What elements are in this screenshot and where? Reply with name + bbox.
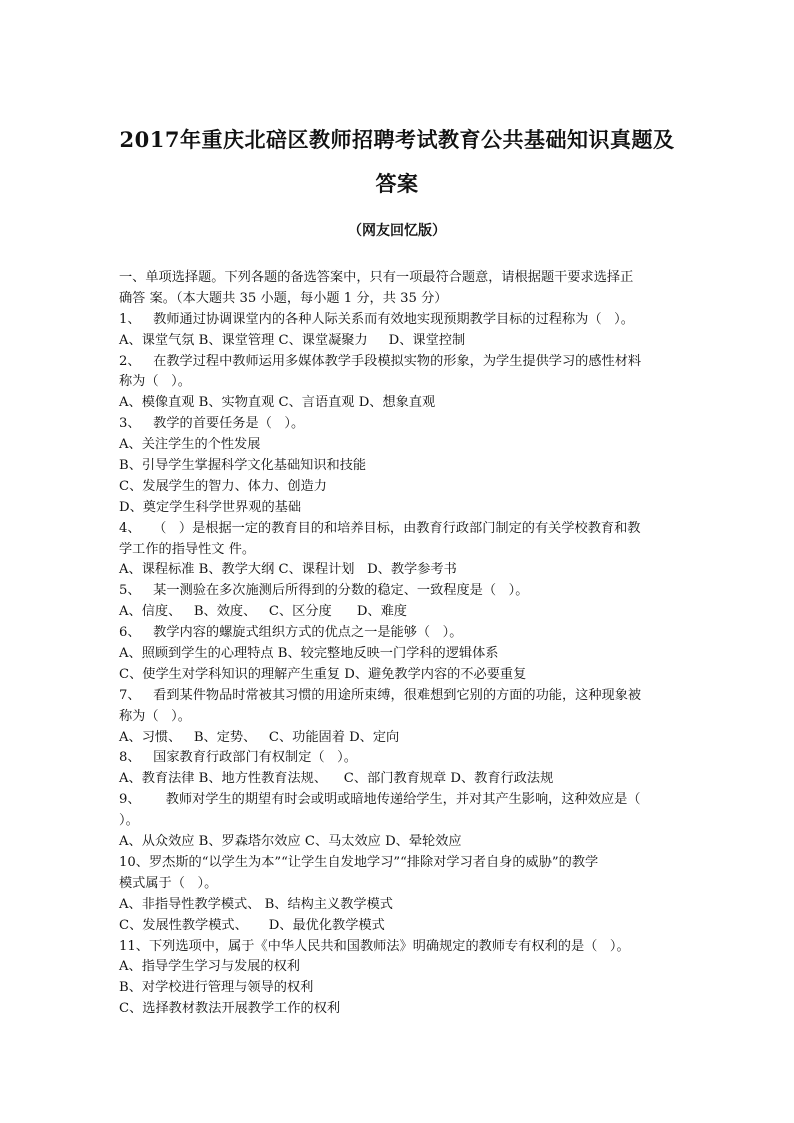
text-line: A、照顾到学生的心理特点 B、较完整地反映一门学科的逻辑体系	[119, 646, 499, 662]
text-line: 9、 教师对学生的期望有时会或明或暗地传递给学生，并对其产生影响，这种效应是（	[119, 792, 641, 808]
document-body	[119, 268, 679, 1020]
text-line: D、奠定学生科学世界观的基础	[119, 499, 302, 515]
text-line: C、发展学生的智力、体力、创造力	[119, 478, 327, 494]
text-line: 确答 案。（本大题共 35 小题，每小题 1 分，共 35 分）	[119, 290, 448, 306]
text-line: 模式属于（ ）。	[119, 875, 218, 891]
text-line: B、引导学生掌握科学文化基础知识和技能	[119, 458, 367, 474]
text-line: 1、 教师通过协调课堂内的各种人际关系而有效地实现预期教学目标的过程称为（ ）。	[119, 311, 634, 327]
text-line: 学工作的指导性文 件。	[119, 541, 256, 557]
text-line: 11、下列选项中，属于《中华人民共和国教师法》明确规定的教师专有权利的是（ ）。	[119, 938, 630, 954]
text-line: 4、 （ ）是根据一定的教育目的和培养目标，由教育行政部门制定的有关学校教育和教	[119, 520, 641, 536]
text-line: 称为（ ）。	[119, 708, 191, 724]
text-line: 5、 某一测验在多次施测后所得到的分数的稳定、一致程度是（ ）。	[119, 583, 529, 599]
text-line: C、使学生对学科知识的理解产生重复 D、避免教学内容的不必要重复	[119, 666, 527, 682]
text-line: A、从众效应 B、罗森塔尔效应 C、马太效应 D、晕轮效应	[119, 834, 462, 850]
text-line: 3、 教学的首要任务是（ ）。	[119, 416, 305, 432]
text-line: 2、 在教学过程中教师运用多媒体教学手段模拟实物的形象，为学生提供学习的感性材料	[119, 353, 642, 369]
text-line: 称为（ ）。	[119, 374, 191, 390]
text-line: A、指导学生学习与发展的权利	[119, 959, 300, 975]
text-line: 一、单项选择题。下列各题的备选答案中，只有一项最符合题意，请根据题干要求选择正	[119, 270, 634, 285]
text-line: A、信度、 B、效度、 C、区分度 D、难度	[119, 604, 407, 620]
text-line: A、习惯、 B、定势、 C、功能固着 D、定向	[119, 729, 400, 745]
text-line: A、模像直观 B、实物直观 C、言语直观 D、想象直观	[119, 395, 436, 411]
text-line: 7、 看到某件物品时常被其习惯的用途所束缚，很难想到它别的方面的功能，这种现象被	[119, 687, 642, 703]
text-line: C、选择教材教法开展教学工作的权利	[119, 1001, 341, 1017]
text-line: A、教育法律 B、地方性教育法规、 C、部门教育规章 D、教育行政法规	[119, 771, 554, 787]
document-subtitle: （网友回忆版）	[348, 223, 446, 239]
text-line: A、关注学生的个性发展	[119, 437, 261, 453]
text-line: 10、罗杰斯的“以学生为本”“让学生自发地学习”“排除对学习者自身的威胁”的教学	[119, 854, 599, 870]
text-line: 6、 教学内容的螺旋式组织方式的优点之一是能够（ ）。	[119, 625, 463, 641]
text-line: A、非指导性教学模式、 B、结构主义教学模式	[119, 896, 393, 912]
text-line: 8、 国家教育行政部门有权制定（ ）。	[119, 750, 357, 766]
text-line: B、对学校进行管理与领导的权利	[119, 980, 314, 996]
document-title-line-2: 答案	[375, 171, 419, 196]
document-title-line-1: 2017年重庆北碚区教师招聘考试教育公共基础知识真题及	[119, 127, 675, 152]
text-line: C、发展性教学模式、 D、最优化教学模式	[119, 917, 385, 933]
text-line: A、课堂气氛 B、课堂管理 C、课堂凝聚力 D、课堂控制	[119, 332, 466, 348]
text-line: ）。	[119, 813, 139, 829]
text-line: A、课程标准 B、教学大纲 C、课程计划 D、教学参考书	[119, 562, 457, 578]
